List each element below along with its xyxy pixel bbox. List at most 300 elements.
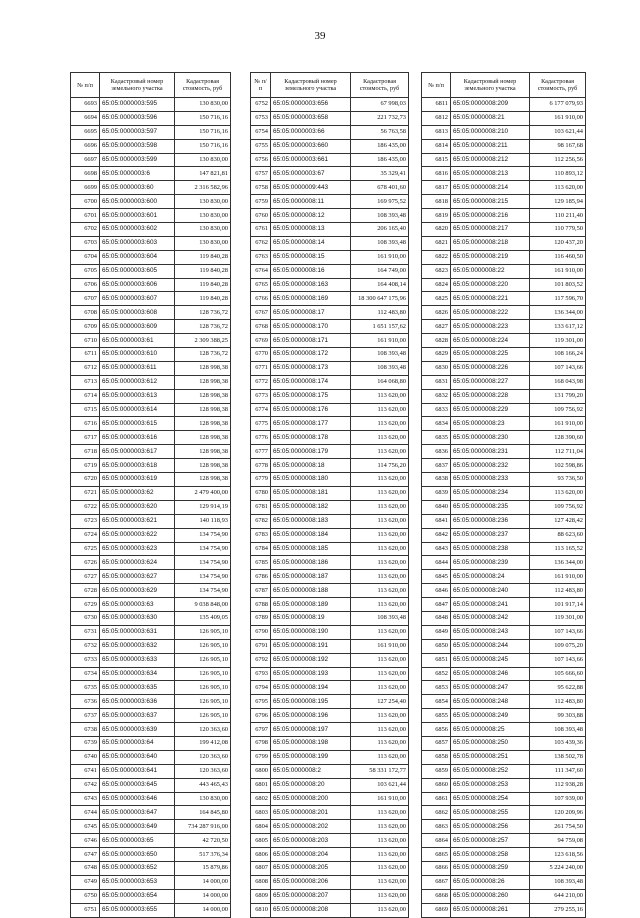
cadastral-number: 65:05:0000008:202: [271, 820, 351, 834]
cadastral-number: 65:05:0000008:214: [451, 181, 530, 195]
row-number: 6802: [251, 792, 271, 806]
table-row: [422, 292, 586, 306]
cadastral-value: 120 363,60: [175, 723, 231, 737]
cadastral-value: 113 620,00: [351, 417, 409, 431]
table-row: [251, 111, 409, 125]
cadastral-value: 35 329,41: [351, 167, 409, 181]
cadastral-value: 120 437,20: [530, 236, 586, 250]
row-number: 6731: [71, 625, 100, 639]
cadastral-number: 65:05:0000008:175: [271, 389, 351, 403]
cadastral-value: 126 905,10: [175, 639, 231, 653]
table-row: [251, 153, 409, 167]
cadastral-value: 113 620,00: [351, 653, 409, 667]
table-row: [422, 625, 586, 639]
row-number: 6854: [422, 695, 451, 709]
row-number: 6748: [71, 861, 100, 875]
cadastral-value: 110 893,12: [530, 167, 586, 181]
row-number: 6810: [251, 903, 271, 917]
row-number: 6713: [71, 375, 100, 389]
table-row: [251, 556, 409, 570]
row-number: 6795: [251, 695, 271, 709]
cadastral-value: 113 620,00: [351, 903, 409, 917]
cadastral-number: 65:05:0000008:193: [271, 667, 351, 681]
row-number: 6697: [71, 153, 100, 167]
table-row: [251, 278, 409, 292]
row-number: 6732: [71, 639, 100, 653]
table-row: [422, 473, 586, 487]
table-row: [422, 403, 586, 417]
cadastral-value: 113 620,00: [351, 584, 409, 598]
cadastral-value: 113 620,00: [351, 486, 409, 500]
cadastral-value: 134 754,90: [175, 570, 231, 584]
cadastral-value: 517 376,34: [175, 848, 231, 862]
cadastral-number: 65:05:0000008:181: [271, 486, 351, 500]
cadastral-value: 113 620,00: [351, 389, 409, 403]
table-row: [422, 417, 586, 431]
header-number: № п/п: [422, 73, 451, 98]
table-row: [251, 778, 409, 792]
cadastral-number: 65:05:0000003:637: [100, 709, 175, 723]
cadastral-value: 114 756,20: [351, 459, 409, 473]
row-number: 6807: [251, 861, 271, 875]
table-row: [71, 514, 231, 528]
cadastral-number: 65:05:0000008:215: [451, 195, 530, 209]
cadastral-number: 65:05:0000008:163: [271, 278, 351, 292]
table-row: [71, 250, 231, 264]
table-row: [422, 639, 586, 653]
cadastral-value: 42 720,50: [175, 834, 231, 848]
table-row: [422, 181, 586, 195]
row-number: 6760: [251, 209, 271, 223]
table-row: [422, 389, 586, 403]
row-number: 6801: [251, 778, 271, 792]
cadastral-value: 113 620,00: [351, 889, 409, 903]
cadastral-number: 65:05:0000008:216: [451, 209, 530, 223]
table-row: [422, 167, 586, 181]
cadastral-value: 199 412,08: [175, 736, 231, 750]
cadastral-number: 65:05:0000008:203: [271, 834, 351, 848]
row-number: 6822: [422, 250, 451, 264]
cadastral-value: 113 620,00: [351, 514, 409, 528]
table-row: [422, 278, 586, 292]
table-row: [251, 570, 409, 584]
cadastral-number: 65:05:0000008:201: [271, 806, 351, 820]
table-row: [251, 125, 409, 139]
cadastral-number: 65:05:0000003:641: [100, 764, 175, 778]
row-number: 6764: [251, 264, 271, 278]
cadastral-value: 120 363,60: [175, 764, 231, 778]
table-row: [251, 889, 409, 903]
cadastral-number: 65:05:0000003:622: [100, 528, 175, 542]
row-number: 6866: [422, 861, 451, 875]
row-number: 6863: [422, 820, 451, 834]
row-number: 6780: [251, 486, 271, 500]
cadastral-number: 65:05:0000008:178: [271, 431, 351, 445]
cadastral-number: 65:05:0000008:224: [451, 334, 530, 348]
table-row: [71, 209, 231, 223]
row-number: 6730: [71, 611, 100, 625]
cadastral-number: 65:05:0000003:615: [100, 417, 175, 431]
cadastral-value: 113 620,00: [351, 445, 409, 459]
cadastral-value: 108 393,48: [351, 236, 409, 250]
row-number: 6728: [71, 584, 100, 598]
row-number: 6716: [71, 417, 100, 431]
cadastral-number: 65:05:0000003:599: [100, 153, 175, 167]
cadastral-value: 113 620,00: [351, 403, 409, 417]
table-row: [422, 111, 586, 125]
cadastral-value: 129 914,19: [175, 500, 231, 514]
cadastral-number: 65:05:0000003:652: [100, 861, 175, 875]
table-row: [251, 723, 409, 737]
cadastral-number: 65:05:0000003:640: [100, 750, 175, 764]
cadastral-value: 99 303,88: [530, 709, 586, 723]
row-number: 6727: [71, 570, 100, 584]
table-row: [71, 98, 231, 112]
table-row: [71, 750, 231, 764]
row-number: 6815: [422, 153, 451, 167]
row-number: 6752: [251, 98, 271, 112]
cadastral-value: 206 165,40: [351, 223, 409, 237]
row-number: 6755: [251, 139, 271, 153]
cadastral-number: 65:05:0000008:218: [451, 236, 530, 250]
cadastral-number: 65:05:0000003:598: [100, 139, 175, 153]
cadastral-number: 65:05:0000008:246: [451, 667, 530, 681]
table-row: [251, 223, 409, 237]
table-row: [422, 709, 586, 723]
table-row: [422, 764, 586, 778]
row-number: 6823: [422, 264, 451, 278]
row-number: 6849: [422, 625, 451, 639]
cadastral-number: 65:05:0000008:183: [271, 514, 351, 528]
cadastral-value: 113 620,00: [351, 709, 409, 723]
cadastral-number: 65:05:0000008:11: [271, 195, 351, 209]
row-number: 6724: [71, 528, 100, 542]
cadastral-number: 65:05:0000008:244: [451, 639, 530, 653]
table-row: [251, 167, 409, 181]
cadastral-value: 133 617,12: [530, 320, 586, 334]
table-row: [251, 695, 409, 709]
table-row: [71, 834, 231, 848]
cadastral-number: 65:05:0000003:649: [100, 820, 175, 834]
row-number: 6867: [422, 875, 451, 889]
table-row: [251, 403, 409, 417]
cadastral-number: 65:05:0000008:248: [451, 695, 530, 709]
cadastral-value: 113 620,00: [351, 875, 409, 889]
cadastral-number: 65:05:0000008:236: [451, 514, 530, 528]
table-row: [422, 348, 586, 362]
cadastral-number: 65:05:0000008:204: [271, 848, 351, 862]
cadastral-number: 65:05:0000008:205: [271, 861, 351, 875]
row-number: 6772: [251, 375, 271, 389]
table-row: [71, 445, 231, 459]
table-row: [71, 334, 231, 348]
row-number: 6825: [422, 292, 451, 306]
table-row: [71, 320, 231, 334]
cadastral-value: 119 840,28: [175, 278, 231, 292]
row-number: 6792: [251, 653, 271, 667]
table-row: [422, 584, 586, 598]
table-row: [71, 848, 231, 862]
table-row: [71, 598, 231, 612]
table-row: [251, 834, 409, 848]
row-number: 6747: [71, 848, 100, 862]
row-number: 6726: [71, 556, 100, 570]
cadastral-number: 65:05:0000003:606: [100, 278, 175, 292]
row-number: 6725: [71, 542, 100, 556]
row-number: 6782: [251, 514, 271, 528]
cadastral-value: 126 905,10: [175, 667, 231, 681]
cadastral-number: 65:05:0000008:255: [451, 806, 530, 820]
cadastral-value: 113 620,00: [351, 473, 409, 487]
table-row: [422, 528, 586, 542]
table-row: [71, 348, 231, 362]
row-number: 6757: [251, 167, 271, 181]
cadastral-number: 65:05:0000008:235: [451, 500, 530, 514]
cadastral-value: 150 716,16: [175, 111, 231, 125]
table-row: [422, 889, 586, 903]
cadastral-value: 128 998,38: [175, 417, 231, 431]
cadastral-value: 131 799,20: [530, 389, 586, 403]
cadastral-number: 65:05:0000003:660: [271, 139, 351, 153]
table-row: [71, 500, 231, 514]
cadastral-number: 65:05:0000008:25: [451, 723, 530, 737]
cadastral-value: 94 759,08: [530, 834, 586, 848]
cadastral-value: 168 043,98: [530, 375, 586, 389]
cadastral-value: 103 439,36: [530, 736, 586, 750]
row-number: 6826: [422, 306, 451, 320]
row-number: 6800: [251, 764, 271, 778]
header-number: № п/п: [251, 73, 271, 98]
row-number: 6793: [251, 667, 271, 681]
row-number: 6845: [422, 570, 451, 584]
row-number: 6784: [251, 542, 271, 556]
table-row: [71, 584, 231, 598]
table-row: [422, 98, 586, 112]
cadastral-value: 113 620,00: [530, 181, 586, 195]
row-number: 6804: [251, 820, 271, 834]
cadastral-value: 15 879,86: [175, 861, 231, 875]
cadastral-number: 65:05:0000008:217: [451, 223, 530, 237]
row-number: 6796: [251, 709, 271, 723]
table-row: [422, 570, 586, 584]
table-row: [71, 903, 231, 917]
cadastral-number: 65:05:0000008:261: [451, 903, 530, 917]
table-row: [71, 375, 231, 389]
cadastral-value: 113 620,00: [351, 625, 409, 639]
cadastral-value: 644 210,00: [530, 889, 586, 903]
header-cadastral-number: Кадастровый номер земельного участка: [451, 73, 530, 98]
cadastral-number: 65:05:0000003:596: [100, 111, 175, 125]
table-row: [71, 861, 231, 875]
cadastral-number: 65:05:0000008:226: [451, 361, 530, 375]
cadastral-number: 65:05:0000003:63: [100, 598, 175, 612]
table-row: [71, 528, 231, 542]
table-row: [251, 431, 409, 445]
table-row: [71, 292, 231, 306]
table-row: [71, 486, 231, 500]
table-row: [422, 500, 586, 514]
cadastral-number: 65:05:0000008:242: [451, 611, 530, 625]
row-number: 6761: [251, 223, 271, 237]
table-row: [71, 431, 231, 445]
row-number: 6696: [71, 139, 100, 153]
cadastral-number: 65:05:0000003:604: [100, 250, 175, 264]
cadastral-value: 101 803,52: [530, 278, 586, 292]
cadastral-number: 65:05:0000003:600: [100, 195, 175, 209]
cadastral-number: 65:05:0000008:220: [451, 278, 530, 292]
cadastral-number: 65:05:0000008:186: [271, 556, 351, 570]
cadastral-number: 65:05:0000003:64: [100, 736, 175, 750]
row-number: 6734: [71, 667, 100, 681]
row-number: 6831: [422, 375, 451, 389]
table-row: [422, 236, 586, 250]
row-number: 6843: [422, 542, 451, 556]
table-row: [251, 514, 409, 528]
cadastral-number: 65:05:0000008:23: [451, 417, 530, 431]
cadastral-number: 65:05:0000003:597: [100, 125, 175, 139]
row-number: 6785: [251, 556, 271, 570]
row-number: 6740: [71, 750, 100, 764]
table-row: [71, 473, 231, 487]
cadastral-number: 65:05:0000008:194: [271, 681, 351, 695]
cadastral-number: 65:05:0000008:237: [451, 528, 530, 542]
row-number: 6694: [71, 111, 100, 125]
cadastral-number: 65:05:0000003:620: [100, 500, 175, 514]
cadastral-value: 2 316 582,96: [175, 181, 231, 195]
cadastral-value: 113 620,00: [351, 848, 409, 862]
cadastral-number: 65:05:0000008:257: [451, 834, 530, 848]
cadastral-number: 65:05:0000008:256: [451, 820, 530, 834]
cadastral-value: 128 998,38: [175, 403, 231, 417]
row-number: 6702: [71, 223, 100, 237]
cadastral-number: 65:05:0000003:65: [100, 834, 175, 848]
cadastral-number: 65:05:0000003:619: [100, 473, 175, 487]
row-number: 6858: [422, 750, 451, 764]
cadastral-number: 65:05:0000008:26: [451, 875, 530, 889]
cadastral-number: 65:05:0000008:206: [271, 875, 351, 889]
cadastral-number: 65:05:0000008:212: [451, 153, 530, 167]
row-number: 6739: [71, 736, 100, 750]
table-row: [422, 903, 586, 917]
cadastral-number: 65:05:0000003:6: [100, 167, 175, 181]
cadastral-number: 65:05:0000008:245: [451, 653, 530, 667]
cadastral-number: 65:05:0000003:631: [100, 625, 175, 639]
table-row: [71, 764, 231, 778]
table-row: [251, 625, 409, 639]
cadastral-value: 161 910,00: [351, 639, 409, 653]
row-number: 6840: [422, 500, 451, 514]
table-row: [71, 695, 231, 709]
cadastral-number: 65:05:0000008:171: [271, 334, 351, 348]
cadastral-number: 65:05:0000008:185: [271, 542, 351, 556]
cadastral-number: 65:05:0000008:184: [271, 528, 351, 542]
row-number: 6783: [251, 528, 271, 542]
table-row: [71, 111, 231, 125]
row-number: 6746: [71, 834, 100, 848]
cadastral-number: 65:05:0000003:607: [100, 292, 175, 306]
cadastral-number: 65:05:0000008:210: [451, 125, 530, 139]
cadastral-number: 65:05:0000008:182: [271, 500, 351, 514]
row-number: 6745: [71, 820, 100, 834]
table-row: [251, 292, 409, 306]
table-row: [251, 764, 409, 778]
cadastral-value: 67 998,03: [351, 98, 409, 112]
cadastral-value: 18 300 647 175,96: [351, 292, 409, 306]
table-row: [251, 542, 409, 556]
cadastral-value: 98 167,68: [530, 139, 586, 153]
cadastral-number: 65:05:0000008:20: [271, 778, 351, 792]
cadastral-number: 65:05:0000008:192: [271, 653, 351, 667]
row-number: 6708: [71, 306, 100, 320]
cadastral-value: 113 620,00: [351, 431, 409, 445]
table-row: [71, 639, 231, 653]
row-number: 6836: [422, 445, 451, 459]
table-row: [251, 361, 409, 375]
cadastral-value: 116 460,50: [530, 250, 586, 264]
cadastral-number: 65:05:0000003:632: [100, 639, 175, 653]
cadastral-number: 65:05:0000008:12: [271, 209, 351, 223]
cadastral-number: 65:05:0000008:221: [451, 292, 530, 306]
table-row: [422, 195, 586, 209]
cadastral-value: 6 177 079,93: [530, 98, 586, 112]
table-row: [251, 236, 409, 250]
header-number: № п/п: [71, 73, 100, 98]
cadastral-value: 128 998,38: [175, 431, 231, 445]
row-number: 6791: [251, 639, 271, 653]
header-cadastral-value: Кадастровая стоимость, руб: [175, 73, 231, 98]
table-row: [251, 653, 409, 667]
cadastral-number: 65:05:0000008:254: [451, 792, 530, 806]
row-number: 6862: [422, 806, 451, 820]
cadastral-number: 65:05:0000008:13: [271, 223, 351, 237]
cadastral-number: 65:05:0000008:189: [271, 598, 351, 612]
row-number: 6771: [251, 361, 271, 375]
cadastral-value: 186 435,00: [351, 153, 409, 167]
table-row: [71, 125, 231, 139]
row-number: 6844: [422, 556, 451, 570]
table-row: [422, 556, 586, 570]
table-row: [71, 361, 231, 375]
header-cadastral-number: Кадастровый номер земельного участка: [100, 73, 175, 98]
cadastral-value: 108 166,24: [530, 348, 586, 362]
cadastral-value: 164 408,14: [351, 278, 409, 292]
row-number: 6868: [422, 889, 451, 903]
row-number: 6838: [422, 473, 451, 487]
row-number: 6712: [71, 361, 100, 375]
cadastral-value: 136 344,00: [530, 556, 586, 570]
table-row: [251, 500, 409, 514]
row-number: 6852: [422, 667, 451, 681]
cadastral-number: 65:05:0000008:179: [271, 445, 351, 459]
cadastral-value: 112 483,80: [530, 695, 586, 709]
cadastral-number: 65:05:0000008:252: [451, 764, 530, 778]
row-number: 6749: [71, 875, 100, 889]
cadastral-number: 65:05:0000008:170: [271, 320, 351, 334]
row-number: 6816: [422, 167, 451, 181]
cadastral-value: 9 038 848,00: [175, 598, 231, 612]
cadastral-value: 130 830,00: [175, 153, 231, 167]
cadastral-value: 58 331 172,77: [351, 764, 409, 778]
cadastral-number: 65:05:0000003:610: [100, 348, 175, 362]
cadastral-number: 65:05:0000008:227: [451, 375, 530, 389]
cadastral-number: 65:05:0000008:240: [451, 584, 530, 598]
row-number: 6829: [422, 348, 451, 362]
cadastral-number: 65:05:0000003:67: [271, 167, 351, 181]
table-row: [422, 667, 586, 681]
cadastral-number: 65:05:0000008:17: [271, 306, 351, 320]
row-number: 6733: [71, 653, 100, 667]
table-row: [71, 723, 231, 737]
